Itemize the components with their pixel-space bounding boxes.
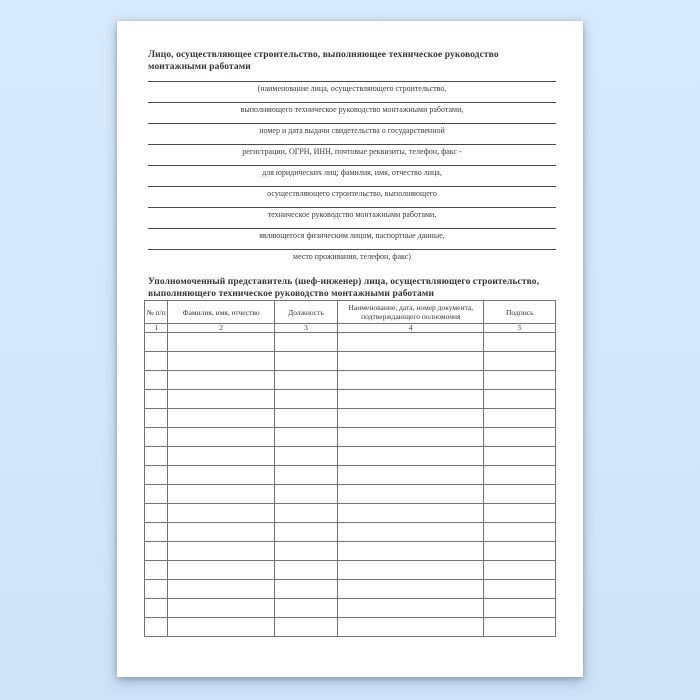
empty-cell (145, 580, 168, 599)
empty-cell (274, 352, 337, 371)
empty-cell (145, 352, 168, 371)
empty-cell (338, 504, 484, 523)
empty-cell (338, 371, 484, 390)
empty-cell (168, 390, 274, 409)
blank-field-line (148, 144, 556, 165)
empty-cell (338, 352, 484, 371)
field-caption: номер и дата выдачи свидетельства о государственной (259, 126, 445, 135)
empty-cell (274, 523, 337, 542)
column-header: Подпись (484, 301, 556, 324)
empty-cell (168, 428, 274, 447)
column-number: 3 (274, 324, 337, 333)
table-row (145, 523, 556, 542)
empty-cell (274, 466, 337, 485)
empty-cell (338, 409, 484, 428)
empty-cell (484, 390, 556, 409)
column-number: 2 (168, 324, 274, 333)
table-header-row (145, 301, 556, 324)
empty-cell (274, 561, 337, 580)
blank-field-line (148, 228, 556, 249)
empty-cell (168, 580, 274, 599)
empty-cell (484, 352, 556, 371)
empty-cell (338, 561, 484, 580)
empty-cell (145, 333, 168, 352)
table-row (145, 485, 556, 504)
table-body (145, 333, 556, 637)
empty-cell (274, 409, 337, 428)
empty-cell (274, 428, 337, 447)
empty-cell (484, 333, 556, 352)
empty-cell (484, 447, 556, 466)
empty-cell (145, 447, 168, 466)
empty-cell (274, 599, 337, 618)
empty-cell (168, 561, 274, 580)
field-caption: выполняющего техническое руководство монтажными работами, (240, 105, 464, 114)
empty-cell (274, 580, 337, 599)
empty-cell (168, 523, 274, 542)
empty-cell (484, 599, 556, 618)
blank-field-line (148, 249, 556, 270)
column-header: Фамилия, имя, отчество (168, 301, 274, 324)
table-head (145, 301, 556, 333)
blank-field-line (148, 102, 556, 123)
empty-cell (168, 447, 274, 466)
table-row (145, 333, 556, 352)
empty-cell (274, 333, 337, 352)
table-row (145, 428, 556, 447)
empty-cell (168, 599, 274, 618)
representatives-table (144, 300, 556, 637)
empty-cell (145, 485, 168, 504)
empty-cell (168, 618, 274, 637)
empty-cell (484, 618, 556, 637)
field-caption: регистрации, ОГРН, ИНН, почтовые реквизиты, телефон, факс - (242, 147, 462, 156)
empty-cell (274, 447, 337, 466)
empty-cell (484, 542, 556, 561)
empty-cell (338, 485, 484, 504)
empty-cell (338, 580, 484, 599)
field-caption: место проживания, телефон, факс) (293, 252, 411, 261)
column-number-row (145, 324, 556, 333)
empty-cell (145, 618, 168, 637)
empty-cell (338, 428, 484, 447)
empty-cell (484, 371, 556, 390)
field-caption: (наименование лица, осуществляющего строительство, (257, 84, 447, 93)
empty-cell (145, 466, 168, 485)
empty-cell (338, 333, 484, 352)
blank-field-line (148, 123, 556, 144)
column-header: Должность (274, 301, 337, 324)
empty-cell (145, 523, 168, 542)
empty-cell (168, 352, 274, 371)
column-number: 1 (145, 324, 168, 333)
empty-cell (484, 561, 556, 580)
empty-cell (145, 542, 168, 561)
field-caption: являющегося физическим лицом, паспортные данные, (259, 231, 445, 240)
table-row (145, 447, 556, 466)
empty-cell (338, 599, 484, 618)
table-row (145, 618, 556, 637)
column-number: 5 (484, 324, 556, 333)
ruled-fields (148, 81, 556, 270)
column-number: 4 (338, 324, 484, 333)
empty-cell (338, 523, 484, 542)
table-row (145, 352, 556, 371)
table-row (145, 542, 556, 561)
empty-cell (168, 485, 274, 504)
empty-cell (145, 390, 168, 409)
blank-field-line (148, 81, 556, 102)
empty-cell (484, 580, 556, 599)
field-caption: техническое руководство монтажными работами, (267, 210, 437, 219)
empty-cell (145, 409, 168, 428)
field-caption: для юридических лиц; фамилия, имя, отчество лица, (262, 168, 442, 177)
empty-cell (484, 428, 556, 447)
table-row (145, 390, 556, 409)
document-page (117, 21, 583, 677)
table-row (145, 371, 556, 390)
table-row (145, 504, 556, 523)
empty-cell (145, 428, 168, 447)
empty-cell (145, 599, 168, 618)
section1-heading: Лицо, осуществляющее строительство, выполняющее техническое руководство монтажными работами (148, 50, 499, 72)
empty-cell (338, 542, 484, 561)
empty-cell (338, 390, 484, 409)
empty-cell (484, 523, 556, 542)
empty-cell (145, 371, 168, 390)
column-header: Наименование, дата, номер документа, подтверждающего полномочия (338, 301, 484, 324)
empty-cell (338, 447, 484, 466)
blank-field-line (148, 186, 556, 207)
empty-cell (168, 409, 274, 428)
empty-cell (145, 504, 168, 523)
field-caption: осуществляющего строительство, выполняющего (267, 189, 437, 198)
table-row (145, 580, 556, 599)
empty-cell (484, 409, 556, 428)
blank-field-line (148, 207, 556, 228)
empty-cell (274, 371, 337, 390)
empty-cell (274, 542, 337, 561)
empty-cell (274, 504, 337, 523)
empty-cell (168, 371, 274, 390)
empty-cell (274, 485, 337, 504)
empty-cell (338, 618, 484, 637)
empty-cell (274, 618, 337, 637)
blank-field-line (148, 165, 556, 186)
empty-cell (484, 466, 556, 485)
section2-heading: Уполномоченный представитель (шеф-инженер) лица, осуществляющего строительство, выполняющего техническое руководство монтажными работами (148, 277, 540, 299)
empty-cell (168, 333, 274, 352)
empty-cell (168, 466, 274, 485)
table-row (145, 466, 556, 485)
empty-cell (338, 466, 484, 485)
table-row (145, 409, 556, 428)
empty-cell (484, 504, 556, 523)
empty-cell (274, 390, 337, 409)
table-row (145, 561, 556, 580)
empty-cell (484, 485, 556, 504)
empty-cell (168, 542, 274, 561)
column-header: № п/п (145, 301, 168, 324)
empty-cell (145, 561, 168, 580)
empty-cell (168, 504, 274, 523)
table-row (145, 599, 556, 618)
